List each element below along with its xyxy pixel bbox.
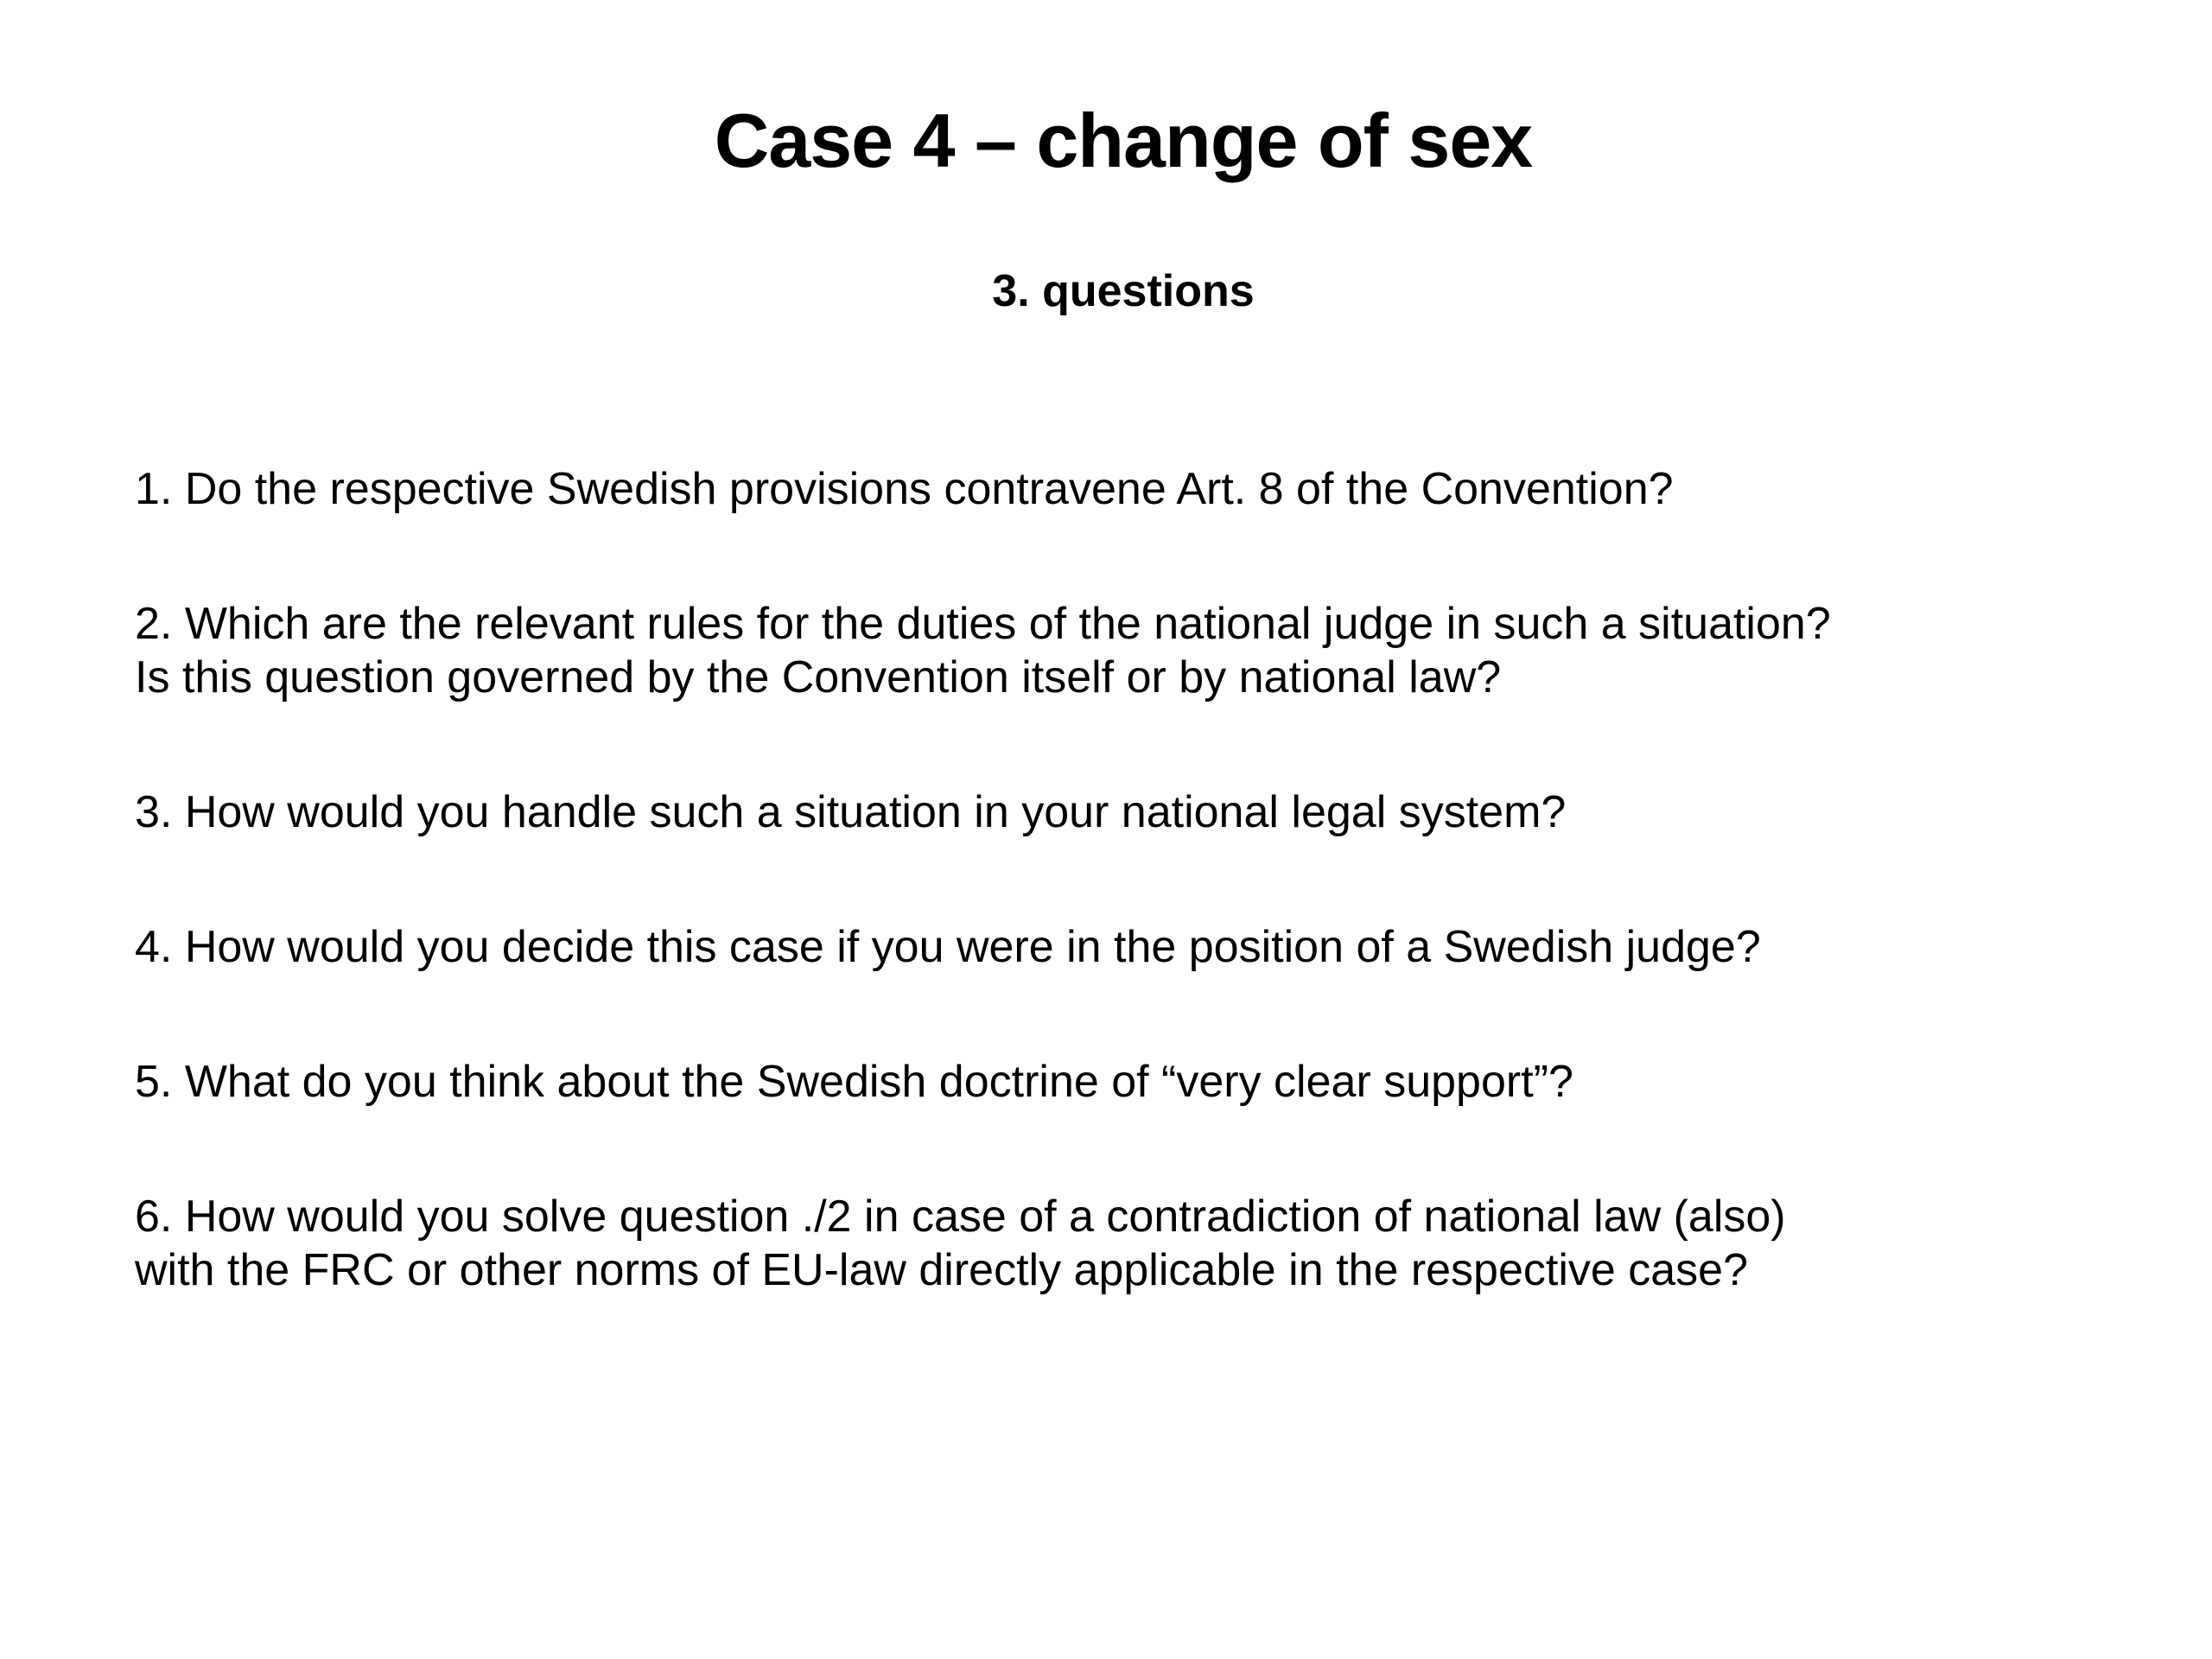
question-item-2: 2. Which are the relevant rules for the duties of the national judge in such a situation? Is this question governed by the Convention itself or by national law?: [135, 599, 1831, 702]
question-list: [135, 462, 2174, 1297]
question-item-6: 6. How would you solve question ./2 in case of a contradiction of national law (also) with the FRC or other norms of EU-law directly applicable in the respective case?: [135, 1192, 1786, 1295]
slide-subtitle: 3. questions: [992, 266, 1255, 316]
question-item-3: 3. How would you handle such a situation in your national legal system?: [135, 787, 1567, 837]
slide-title: Case 4 – change of sex: [714, 98, 1533, 183]
question-item-4: 4. How would you decide this case if you were in the position of a Swedish judge?: [135, 922, 1761, 972]
question-item-1: 1. Do the respective Swedish provisions contravene Art. 8 of the Convention?: [135, 464, 1674, 514]
question-item-5: 5. What do you think about the Swedish doctrine of “very clear support”?: [135, 1057, 1573, 1107]
